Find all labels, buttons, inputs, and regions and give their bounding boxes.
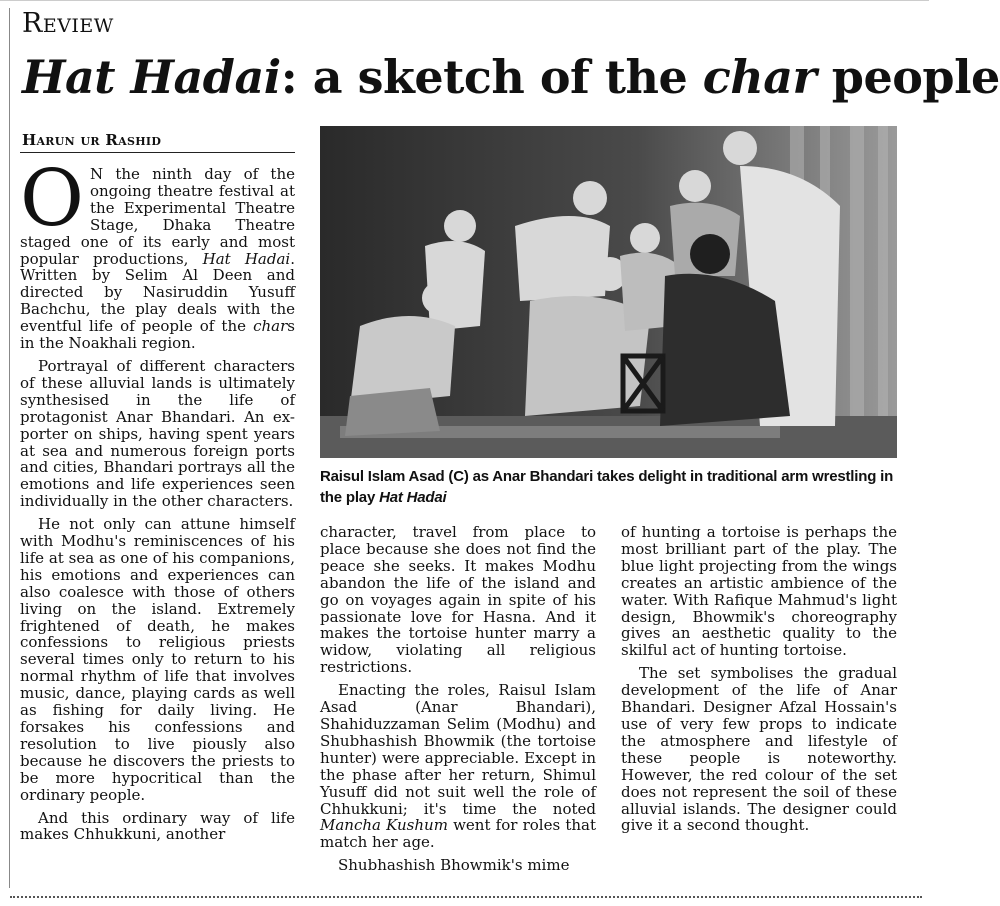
article-column-3 — [621, 524, 897, 840]
paragraph-3: He not only can attune himself with Modhu's reminiscences of his life at sea as one of his companions, his emotions and experiences can also coalesce with those of others living on the island. Extremely frightened of death, he makes confessions to religious priests several times only to return to his normal rhythm of life that involves music, dance, playing cards as well as fishing for daily living. He forsakes his confessions and resolution to live piously also because he discovers the priests to be more hypocritical than the ordinary people. — [20, 515, 295, 804]
headline — [22, 50, 1000, 104]
photo-caption: Raisul Islam Asad (C) as Anar Bhandari takes delight in traditional arm wrestling in the play Hat Hadai — [320, 468, 894, 506]
bottom-dotted-rule — [10, 896, 922, 898]
byline: Harun ur Rashid — [22, 131, 162, 149]
drop-cap: O — [20, 154, 84, 244]
article-column-1 — [20, 154, 296, 849]
paragraph-1: O N the ninth day of the ongoing theatre festival at the Experimental Theatre Stage, Dhaka Theatre staged one of its early and most popular productions, Hat Hadai. Written by Selim Al Deen and directed by Nasiruddin Yusuff Bachchu, the play deals with the eventful life of people of the chars in the Noakhali region. — [20, 154, 296, 353]
headline-char-italic: char — [702, 50, 817, 104]
paragraph-7: Shubhashish Bhowmik's mime — [338, 856, 570, 875]
paragraph-4: And this ordinary way of life makes Chhukkuni, another — [20, 808, 295, 844]
byline-rule — [20, 152, 295, 153]
paragraph-5: character, travel from place to place because she does not find the peace she seeks. It makes Modhu abandon the life of the island and go on voyages again in spite of his passionate love for Hasna. And it makes the tortoise hunter marry a widow, violating all religious restrictions. — [320, 523, 596, 677]
left-rule — [9, 8, 10, 888]
paragraph-8: of hunting a tortoise is perhaps the most brilliant part of the play. The blue light projecting from the wings creates an artistic ambience of the water. With Rafique Mahmud's light design, Bhowmik's choreography gives an aesthetic quality to the skilful act of hunting tortoise. — [621, 523, 897, 660]
paragraph-6: Enacting the roles, Raisul Islam Asad (Anar Bhandari), Shahiduzzaman Selim (Modhu) and Shubhashish Bhowmik (the tortoise hunter) were appreciable. Except in the phase after her return, Shimul Yusuff did not suit well the role of Chhukkuni; it's time the noted Mancha Kushum went for roles that match her age. — [320, 681, 596, 852]
paragraph-9: The set symbolises the gradual development of the life of Anar Bhandari. Designer Afzal Hossain's use of very few props to indicate the atmosphere and lifestyle of these people is noteworthy. However, the red colour of the set does not represent the soil of these alluvial islands. The designer could give it a second thought. — [621, 664, 897, 835]
top-border — [0, 0, 929, 1]
section-kicker: Review — [22, 8, 114, 39]
paragraph-2: Portrayal of different characters of these alluvial lands is ultimately synthesised in the life of protagonist Anar Bhandari. An ex-porter on ships, having spent years at sea and numerous foreign ports and cities, Bhandari portrays all the emotions and life experiences seen individually in the other characters. — [20, 356, 295, 511]
photo-illustration — [320, 126, 897, 458]
headline-title-italic: Hat Hadai — [22, 50, 281, 104]
article-column-2 — [320, 524, 596, 880]
stage-performance-photo — [320, 126, 897, 458]
headline-end: people — [816, 50, 1000, 104]
caption-play-title: Hat Hadai — [379, 489, 447, 506]
headline-middle: : a sketch of the — [280, 50, 703, 104]
